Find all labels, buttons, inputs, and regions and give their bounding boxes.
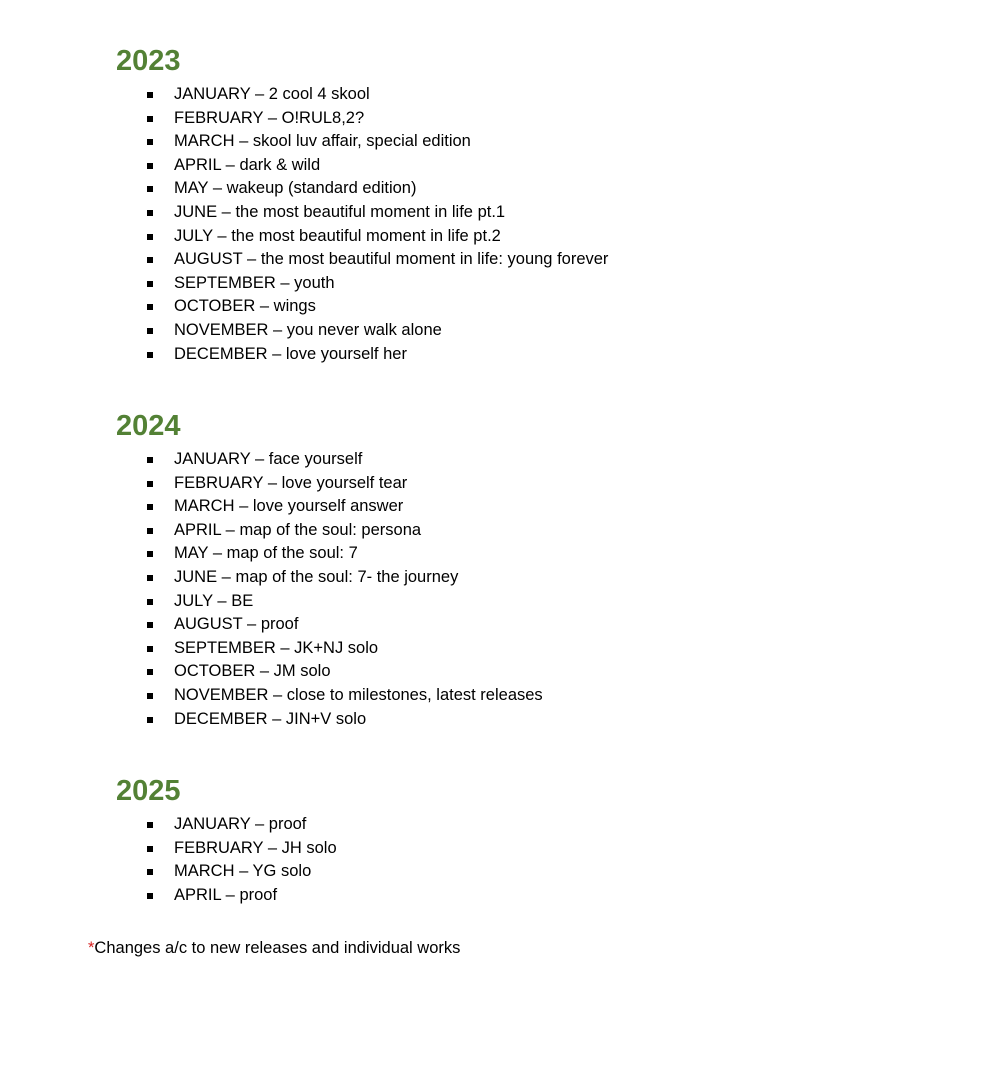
square-bullet-icon bbox=[147, 481, 153, 487]
release-title: the most beautiful moment in life pt.2 bbox=[231, 226, 501, 245]
month-label: MARCH bbox=[174, 497, 235, 516]
separator: – bbox=[263, 838, 282, 857]
month-label: APRIL bbox=[174, 520, 222, 539]
release-title: JIN+V solo bbox=[285, 709, 367, 728]
square-bullet-icon bbox=[147, 575, 153, 581]
release-title: map of the soul: 7- the journey bbox=[235, 567, 459, 586]
month-label: JANUARY bbox=[174, 815, 251, 833]
month-label: AUGUST bbox=[174, 250, 243, 269]
month-label: SEPTEMBER bbox=[174, 638, 276, 657]
square-bullet-icon bbox=[147, 304, 153, 310]
list-item bbox=[116, 319, 608, 343]
square-bullet-icon bbox=[147, 504, 153, 510]
separator: – bbox=[221, 155, 240, 174]
list-item bbox=[116, 83, 608, 107]
separator: – bbox=[255, 662, 274, 681]
release-title: wings bbox=[273, 297, 316, 316]
square-bullet-icon bbox=[147, 599, 153, 605]
month-label: MARCH bbox=[174, 862, 235, 881]
release-title: O!RUL8,2? bbox=[281, 108, 365, 127]
release-title: you never walk alone bbox=[286, 320, 442, 339]
list-item bbox=[116, 837, 337, 861]
square-bullet-icon bbox=[147, 528, 153, 534]
release-title: wakeup (standard edition) bbox=[226, 179, 417, 198]
separator: – bbox=[208, 544, 227, 563]
year-heading: 2025 bbox=[116, 775, 181, 807]
square-bullet-icon bbox=[147, 457, 153, 463]
month-label: OCTOBER bbox=[174, 297, 256, 316]
separator: – bbox=[208, 179, 227, 198]
release-title: JM solo bbox=[273, 662, 331, 681]
square-bullet-icon bbox=[147, 210, 153, 216]
list-item bbox=[116, 495, 543, 519]
month-label: JUNE bbox=[174, 567, 218, 586]
month-label: MAY bbox=[174, 179, 209, 198]
month-label: DECEMBER bbox=[174, 709, 268, 728]
square-bullet-icon bbox=[147, 92, 153, 98]
separator: – bbox=[268, 685, 287, 704]
separator: – bbox=[275, 273, 295, 292]
square-bullet-icon bbox=[147, 234, 153, 240]
month-list bbox=[116, 448, 543, 731]
list-item bbox=[116, 860, 337, 884]
separator: – bbox=[221, 520, 240, 539]
separator: – bbox=[263, 108, 282, 127]
separator: – bbox=[221, 885, 240, 904]
release-title: the most beautiful moment in life: young forever bbox=[260, 250, 609, 269]
month-label: JANUARY bbox=[174, 85, 251, 103]
square-bullet-icon bbox=[147, 328, 153, 334]
square-bullet-icon bbox=[147, 893, 153, 899]
square-bullet-icon bbox=[147, 116, 153, 122]
square-bullet-icon bbox=[147, 693, 153, 699]
release-title: JK+NJ solo bbox=[294, 638, 379, 657]
release-title: love yourself tear bbox=[281, 473, 408, 492]
separator: – bbox=[250, 450, 269, 468]
list-item bbox=[116, 566, 543, 590]
separator: – bbox=[234, 862, 253, 881]
list-item bbox=[116, 813, 337, 837]
separator: – bbox=[250, 815, 269, 833]
separator: – bbox=[275, 638, 295, 657]
month-label: SEPTEMBER bbox=[174, 273, 276, 292]
square-bullet-icon bbox=[147, 622, 153, 628]
list-item bbox=[116, 248, 608, 272]
list-item bbox=[116, 684, 543, 708]
year-section-2024 bbox=[116, 409, 543, 731]
separator: – bbox=[267, 344, 286, 363]
release-title: map of the soul: persona bbox=[239, 520, 422, 539]
year-heading: 2024 bbox=[116, 410, 181, 442]
month-label: FEBRUARY bbox=[174, 838, 264, 857]
month-label: FEBRUARY bbox=[174, 473, 264, 492]
square-bullet-icon bbox=[147, 551, 153, 557]
list-item bbox=[116, 637, 543, 661]
release-title: JH solo bbox=[281, 838, 337, 857]
list-item bbox=[116, 295, 608, 319]
list-item bbox=[116, 660, 543, 684]
list-item bbox=[116, 448, 543, 472]
month-list bbox=[116, 813, 337, 907]
separator: – bbox=[234, 497, 253, 516]
month-label: NOVEMBER bbox=[174, 320, 269, 339]
month-label: DECEMBER bbox=[174, 344, 268, 363]
release-title: youth bbox=[294, 273, 335, 292]
separator: – bbox=[212, 591, 232, 610]
list-item bbox=[116, 130, 608, 154]
release-title: skool luv affair, special edition bbox=[252, 132, 471, 151]
year-section-2025 bbox=[116, 774, 337, 907]
month-label: FEBRUARY bbox=[174, 108, 264, 127]
month-label: APRIL bbox=[174, 155, 222, 174]
release-title: map of the soul: 7 bbox=[226, 544, 358, 563]
list-item bbox=[116, 225, 608, 249]
release-title: YG solo bbox=[252, 862, 312, 881]
release-title: face yourself bbox=[268, 450, 363, 468]
release-title: love yourself answer bbox=[252, 497, 404, 516]
release-title: the most beautiful moment in life pt.1 bbox=[235, 202, 506, 221]
month-label: OCTOBER bbox=[174, 662, 256, 681]
square-bullet-icon bbox=[147, 139, 153, 145]
square-bullet-icon bbox=[147, 669, 153, 675]
square-bullet-icon bbox=[147, 281, 153, 287]
month-label: JANUARY bbox=[174, 450, 251, 468]
square-bullet-icon bbox=[147, 717, 153, 723]
year-heading: 2023 bbox=[116, 45, 181, 77]
month-list bbox=[116, 83, 608, 366]
release-title: close to milestones, latest releases bbox=[286, 685, 543, 704]
square-bullet-icon bbox=[147, 163, 153, 169]
release-title: proof bbox=[239, 885, 278, 904]
month-label: APRIL bbox=[174, 885, 222, 904]
month-label: MAY bbox=[174, 544, 209, 563]
release-title: proof bbox=[260, 615, 299, 634]
release-title: dark & wild bbox=[239, 155, 321, 174]
square-bullet-icon bbox=[147, 186, 153, 192]
separator: – bbox=[234, 132, 253, 151]
month-label: AUGUST bbox=[174, 615, 243, 634]
separator: – bbox=[250, 85, 269, 103]
release-title: 2 cool 4 skool bbox=[268, 85, 370, 103]
separator: – bbox=[263, 473, 282, 492]
footnote-marker: * bbox=[88, 939, 95, 957]
month-label: JULY bbox=[174, 226, 213, 245]
list-item bbox=[116, 519, 543, 543]
release-title: proof bbox=[268, 815, 307, 833]
list-item bbox=[116, 272, 608, 296]
list-item bbox=[116, 177, 608, 201]
footnote bbox=[88, 937, 460, 959]
month-label: NOVEMBER bbox=[174, 685, 269, 704]
square-bullet-icon bbox=[147, 869, 153, 875]
list-item bbox=[116, 154, 608, 178]
list-item bbox=[116, 472, 543, 496]
list-item bbox=[116, 884, 337, 908]
list-item bbox=[116, 542, 543, 566]
square-bullet-icon bbox=[147, 846, 153, 852]
separator: – bbox=[268, 320, 287, 339]
month-label: MARCH bbox=[174, 132, 235, 151]
separator: – bbox=[255, 297, 274, 316]
list-item bbox=[116, 613, 543, 637]
separator: – bbox=[217, 202, 236, 221]
separator: – bbox=[217, 567, 236, 586]
separator: – bbox=[267, 709, 286, 728]
list-item bbox=[116, 343, 608, 367]
list-item bbox=[116, 708, 543, 732]
release-title: BE bbox=[231, 591, 254, 610]
square-bullet-icon bbox=[147, 352, 153, 358]
list-item bbox=[116, 107, 608, 131]
separator: – bbox=[212, 226, 232, 245]
square-bullet-icon bbox=[147, 646, 153, 652]
list-item bbox=[116, 590, 543, 614]
year-section-2023 bbox=[116, 44, 608, 366]
square-bullet-icon bbox=[147, 822, 153, 828]
footnote-text: Changes a/c to new releases and individual works bbox=[94, 939, 461, 957]
separator: – bbox=[242, 615, 261, 634]
square-bullet-icon bbox=[147, 257, 153, 263]
month-label: JUNE bbox=[174, 202, 218, 221]
list-item bbox=[116, 201, 608, 225]
month-label: JULY bbox=[174, 591, 213, 610]
release-title: love yourself her bbox=[285, 344, 407, 363]
separator: – bbox=[242, 250, 261, 269]
